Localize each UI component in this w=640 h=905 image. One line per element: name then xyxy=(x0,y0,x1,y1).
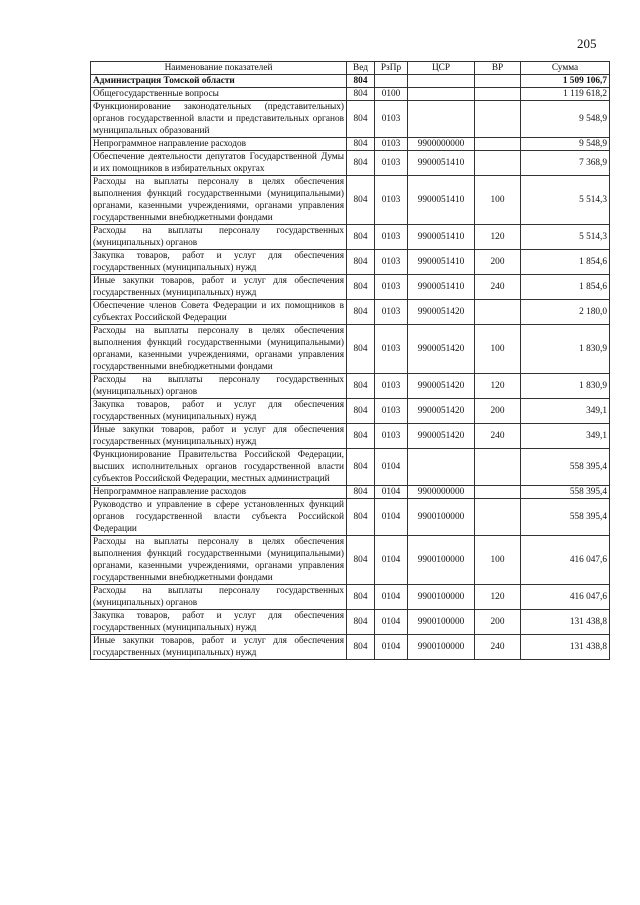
row-sum-cell: 349,1 xyxy=(521,399,610,424)
row-vr-cell xyxy=(475,101,521,138)
row-csr-cell xyxy=(408,101,475,138)
row-csr-cell: 9900051420 xyxy=(408,374,475,399)
row-ved-cell: 804 xyxy=(347,138,375,151)
row-rzpr-cell: 0104 xyxy=(375,610,408,635)
row-csr-cell: 9900100000 xyxy=(408,610,475,635)
row-name-cell: Функционирование Правительства Российской Федерации, высших исполнительных органов государственной власти субъектов Российской Федерации, местных администраций xyxy=(91,449,347,486)
row-rzpr-cell: 0104 xyxy=(375,499,408,536)
table-row xyxy=(91,585,610,610)
row-rzpr-cell: 0104 xyxy=(375,635,408,660)
row-name-cell: Расходы на выплаты персоналу в целях обеспечения выполнения функций государственными (муниципальными) органами, казенными учреждениями, органами управления государственными внебюджетными фондами xyxy=(91,176,347,225)
row-name-cell: Функционирование законодательных (представительных) органов государственной власти и представительных органов муниципальных образований xyxy=(91,101,347,138)
row-csr-cell: 9900100000 xyxy=(408,536,475,585)
row-ved-cell: 804 xyxy=(347,101,375,138)
row-vr-cell: 240 xyxy=(475,424,521,449)
row-sum-cell: 1 854,6 xyxy=(521,250,610,275)
row-vr-cell: 100 xyxy=(475,536,521,585)
row-rzpr-cell: 0103 xyxy=(375,275,408,300)
row-sum-cell: 558 395,4 xyxy=(521,449,610,486)
table-header-row xyxy=(91,62,610,75)
row-name-cell: Иные закупки товаров, работ и услуг для обеспечения государственных (муниципальных) нужд xyxy=(91,424,347,449)
table-body xyxy=(91,75,610,660)
row-ved-cell: 804 xyxy=(347,486,375,499)
row-name-cell: Иные закупки товаров, работ и услуг для обеспечения государственных (муниципальных) нужд xyxy=(91,635,347,660)
header-csr: ЦСР xyxy=(408,62,475,75)
row-sum-cell: 416 047,6 xyxy=(521,585,610,610)
row-ved-cell: 804 xyxy=(347,176,375,225)
row-csr-cell xyxy=(408,449,475,486)
row-ved-cell: 804 xyxy=(347,88,375,101)
row-rzpr-cell: 0103 xyxy=(375,374,408,399)
row-name-cell: Расходы на выплаты персоналу государственных (муниципальных) органов xyxy=(91,585,347,610)
row-sum-cell: 9 548,9 xyxy=(521,101,610,138)
row-vr-cell xyxy=(475,300,521,325)
table-row xyxy=(91,536,610,585)
row-name-cell: Непрограммное направление расходов xyxy=(91,138,347,151)
row-rzpr-cell: 0103 xyxy=(375,424,408,449)
table-row xyxy=(91,635,610,660)
row-sum-cell: 1 830,9 xyxy=(521,374,610,399)
table-row xyxy=(91,300,610,325)
row-csr-cell: 9900000000 xyxy=(408,138,475,151)
header-vr: ВР xyxy=(475,62,521,75)
row-name-cell: Обеспечение членов Совета Федерации и их помощников в субъектах Российской Федерации xyxy=(91,300,347,325)
row-vr-cell xyxy=(475,138,521,151)
row-csr-cell: 9900100000 xyxy=(408,585,475,610)
row-rzpr-cell: 0103 xyxy=(375,101,408,138)
budget-table xyxy=(90,61,610,660)
row-csr-cell: 9900051410 xyxy=(408,225,475,250)
row-sum-cell: 131 438,8 xyxy=(521,635,610,660)
row-vr-cell: 120 xyxy=(475,585,521,610)
row-rzpr-cell xyxy=(375,75,408,88)
row-ved-cell: 804 xyxy=(347,449,375,486)
row-vr-cell xyxy=(475,151,521,176)
row-ved-cell: 804 xyxy=(347,585,375,610)
table-row xyxy=(91,225,610,250)
row-name-cell: Руководство и управление в сфере установленных функций органов государственной власти субъекта Российской Федерации xyxy=(91,499,347,536)
row-sum-cell: 416 047,6 xyxy=(521,536,610,585)
row-name-cell: Расходы на выплаты персоналу государственных (муниципальных) органов xyxy=(91,374,347,399)
row-ved-cell: 804 xyxy=(347,424,375,449)
row-rzpr-cell: 0103 xyxy=(375,138,408,151)
row-vr-cell: 200 xyxy=(475,250,521,275)
row-name-cell: Расходы на выплаты персоналу государственных (муниципальных) органов xyxy=(91,225,347,250)
table-row xyxy=(91,424,610,449)
row-rzpr-cell: 0103 xyxy=(375,399,408,424)
row-rzpr-cell: 0104 xyxy=(375,449,408,486)
row-rzpr-cell: 0100 xyxy=(375,88,408,101)
row-sum-cell: 1 830,9 xyxy=(521,325,610,374)
table-row xyxy=(91,138,610,151)
row-csr-cell: 9900051420 xyxy=(408,325,475,374)
table-row xyxy=(91,499,610,536)
row-vr-cell: 120 xyxy=(475,225,521,250)
row-csr-cell: 9900100000 xyxy=(408,635,475,660)
row-ved-cell: 804 xyxy=(347,635,375,660)
table-row xyxy=(91,275,610,300)
table-row xyxy=(91,176,610,225)
row-name-cell: Администрация Томской области xyxy=(91,75,347,88)
row-ved-cell: 804 xyxy=(347,399,375,424)
row-ved-cell: 804 xyxy=(347,300,375,325)
row-sum-cell: 349,1 xyxy=(521,424,610,449)
table-row xyxy=(91,325,610,374)
row-name-cell: Непрограммное направление расходов xyxy=(91,486,347,499)
table-row xyxy=(91,449,610,486)
row-ved-cell: 804 xyxy=(347,151,375,176)
row-ved-cell: 804 xyxy=(347,225,375,250)
row-csr-cell: 9900051410 xyxy=(408,250,475,275)
table-row xyxy=(91,610,610,635)
row-sum-cell: 2 180,0 xyxy=(521,300,610,325)
row-name-cell: Закупка товаров, работ и услуг для обеспечения государственных (муниципальных) нужд xyxy=(91,399,347,424)
row-csr-cell xyxy=(408,75,475,88)
row-ved-cell: 804 xyxy=(347,75,375,88)
row-ved-cell: 804 xyxy=(347,536,375,585)
table-row xyxy=(91,486,610,499)
row-rzpr-cell: 0103 xyxy=(375,300,408,325)
row-sum-cell: 5 514,3 xyxy=(521,225,610,250)
row-csr-cell: 9900051420 xyxy=(408,424,475,449)
row-sum-cell: 1 119 618,2 xyxy=(521,88,610,101)
row-vr-cell: 240 xyxy=(475,635,521,660)
row-rzpr-cell: 0104 xyxy=(375,585,408,610)
row-sum-cell: 7 368,9 xyxy=(521,151,610,176)
row-vr-cell xyxy=(475,499,521,536)
row-sum-cell: 9 548,9 xyxy=(521,138,610,151)
row-csr-cell: 9900000000 xyxy=(408,486,475,499)
row-rzpr-cell: 0103 xyxy=(375,250,408,275)
row-rzpr-cell: 0103 xyxy=(375,325,408,374)
row-rzpr-cell: 0103 xyxy=(375,225,408,250)
row-csr-cell: 9900051410 xyxy=(408,275,475,300)
row-csr-cell: 9900051410 xyxy=(408,151,475,176)
table-row xyxy=(91,374,610,399)
row-name-cell: Закупка товаров, работ и услуг для обеспечения государственных (муниципальных) нужд xyxy=(91,250,347,275)
row-ved-cell: 804 xyxy=(347,325,375,374)
row-name-cell: Расходы на выплаты персоналу в целях обеспечения выполнения функций государственными (муниципальными) органами, казенными учреждениями, органами управления государственными внебюджетными фондами xyxy=(91,325,347,374)
header-ved: Вед xyxy=(347,62,375,75)
header-sum: Сумма xyxy=(521,62,610,75)
row-csr-cell xyxy=(408,88,475,101)
row-ved-cell: 804 xyxy=(347,374,375,399)
row-name-cell: Иные закупки товаров, работ и услуг для обеспечения государственных (муниципальных) нужд xyxy=(91,275,347,300)
row-vr-cell xyxy=(475,449,521,486)
table-row xyxy=(91,101,610,138)
row-vr-cell: 200 xyxy=(475,399,521,424)
row-name-cell: Обеспечение деятельности депутатов Государственной Думы и их помощников в избирательных округах xyxy=(91,151,347,176)
row-rzpr-cell: 0103 xyxy=(375,176,408,225)
row-vr-cell: 100 xyxy=(475,325,521,374)
row-csr-cell: 9900051410 xyxy=(408,176,475,225)
row-rzpr-cell: 0103 xyxy=(375,151,408,176)
row-vr-cell xyxy=(475,88,521,101)
row-vr-cell: 100 xyxy=(475,176,521,225)
row-vr-cell: 120 xyxy=(475,374,521,399)
row-ved-cell: 804 xyxy=(347,275,375,300)
header-rzpr: РзПр xyxy=(375,62,408,75)
row-name-cell: Закупка товаров, работ и услуг для обеспечения государственных (муниципальных) нужд xyxy=(91,610,347,635)
row-ved-cell: 804 xyxy=(347,250,375,275)
row-sum-cell: 1 509 106,7 xyxy=(521,75,610,88)
row-rzpr-cell: 0104 xyxy=(375,536,408,585)
row-sum-cell: 558 395,4 xyxy=(521,486,610,499)
row-ved-cell: 804 xyxy=(347,499,375,536)
table-row xyxy=(91,399,610,424)
row-csr-cell: 9900051420 xyxy=(408,399,475,424)
row-vr-cell xyxy=(475,75,521,88)
row-sum-cell: 558 395,4 xyxy=(521,499,610,536)
row-sum-cell: 5 514,3 xyxy=(521,176,610,225)
page-number: 205 xyxy=(577,36,597,51)
row-name-cell: Общегосударственные вопросы xyxy=(91,88,347,101)
row-sum-cell: 131 438,8 xyxy=(521,610,610,635)
table-row xyxy=(91,151,610,176)
row-rzpr-cell: 0104 xyxy=(375,486,408,499)
row-vr-cell: 240 xyxy=(475,275,521,300)
header-name: Наименование показателей xyxy=(91,62,347,75)
table-row xyxy=(91,88,610,101)
table-row xyxy=(91,75,610,88)
row-name-cell: Расходы на выплаты персоналу в целях обеспечения выполнения функций государственными (муниципальными) органами, казенными учреждениями, органами управления государственными внебюджетными фондами xyxy=(91,536,347,585)
row-csr-cell: 9900100000 xyxy=(408,499,475,536)
table-row xyxy=(91,250,610,275)
row-sum-cell: 1 854,6 xyxy=(521,275,610,300)
row-vr-cell xyxy=(475,486,521,499)
row-ved-cell: 804 xyxy=(347,610,375,635)
row-csr-cell: 9900051420 xyxy=(408,300,475,325)
row-vr-cell: 200 xyxy=(475,610,521,635)
